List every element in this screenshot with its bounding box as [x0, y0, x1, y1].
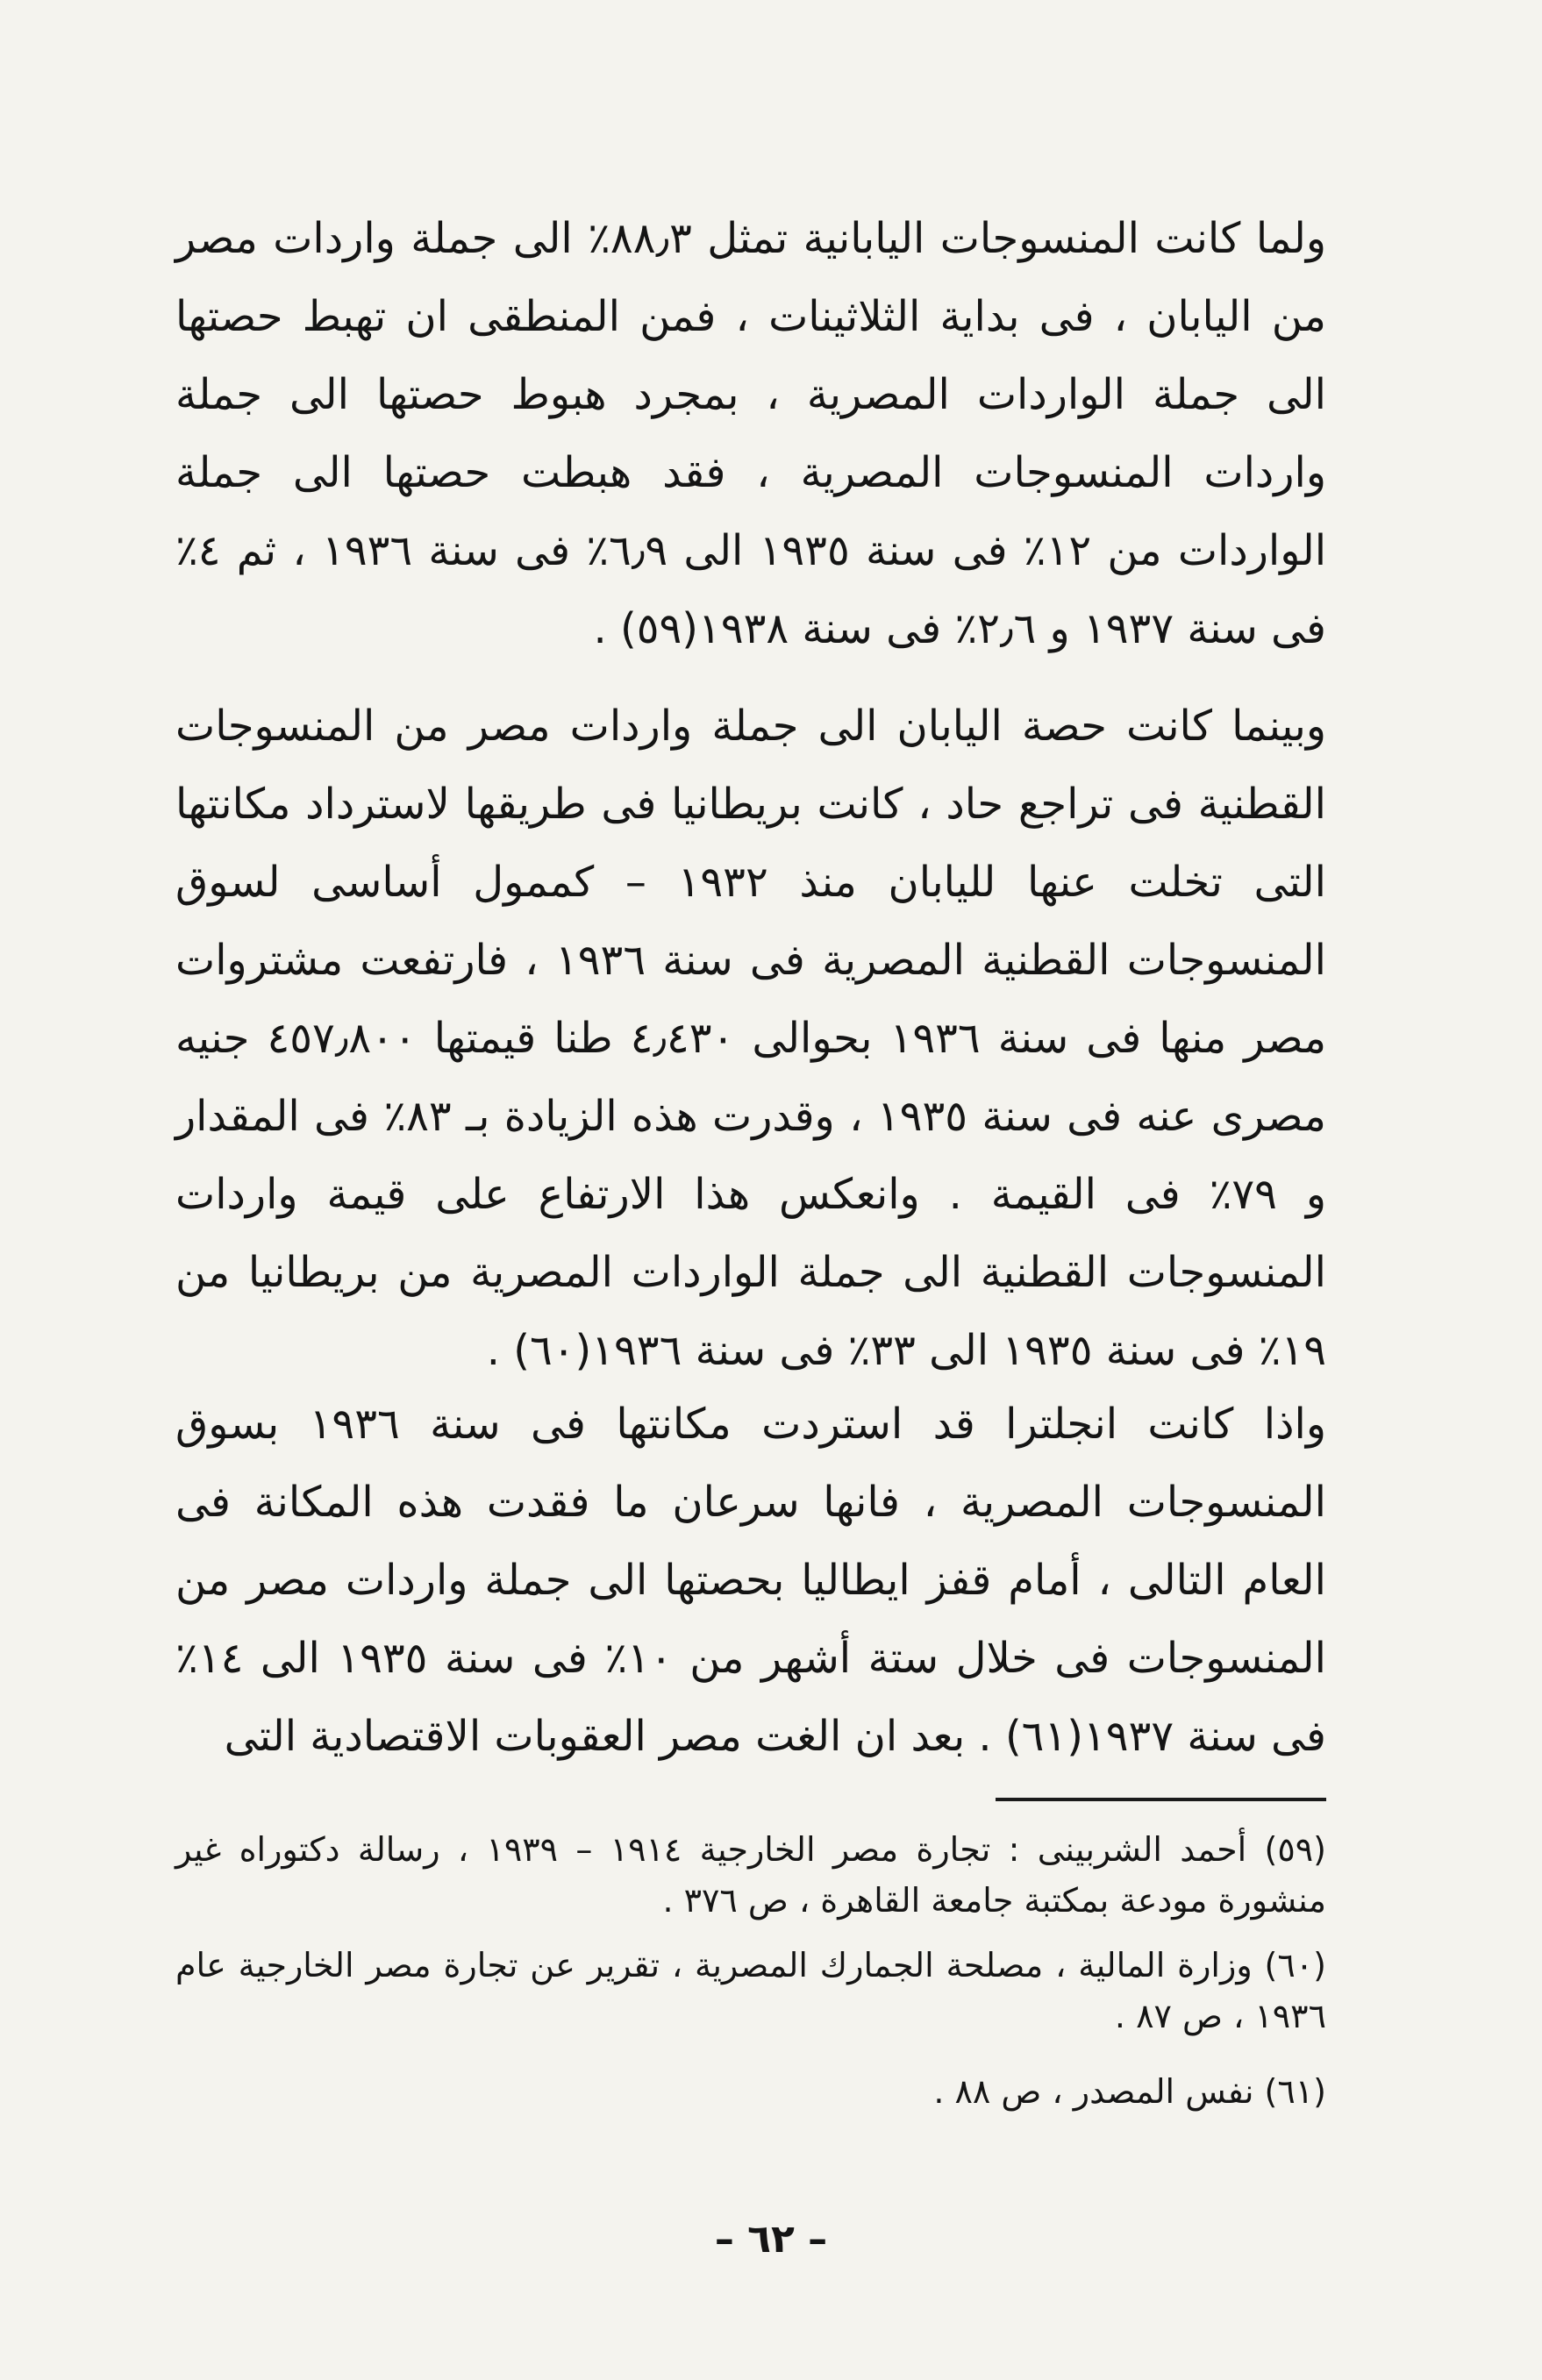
footnote-separator	[996, 1798, 1326, 1801]
footnote-60: (٦٠) وزارة المالية ، مصلحة الجمارك المصرية ، تقرير عن تجارة مصر الخارجية عام ١٩٣٦ ، ص ٨٧ .	[175, 1946, 1326, 2035]
page-number: – ٦٢ –	[714, 2217, 828, 2262]
footnote-59: (٥٩) أحمد الشربينى : تجارة مصر الخارجية ١٩١٤ – ١٩٣٩ ، رسالة دكتوراه غير منشورة مودعة بمكتبة جامعة القاهرة ، ص ٣٧٦ .	[175, 1830, 1326, 1920]
body-paragraph-2: وبينما كانت حصة اليابان الى جملة واردات مصر من المنسوجات القطنية فى تراجع حاد ، كانت بريطانيا فى طريقها لاسترداد مكانتها التى تخلت عنها لليابان منذ ١٩٣٢ – كممول أساسى لسوق المنسوجات القطنية المصرية فى سنة ١٩٣٦ ، فارتفعت مشتروات مصر منها فى سنة ١٩٣٦ بحوالى ٤٫٤٣٠ طنا قيمتها ٤٥٧٫٨٠٠ جنيه مصرى عنه فى سنة ١٩٣٥ ، وقدرت هذه الزيادة بـ ٨٣٪ فى المقدار و ٧٩٪ فى القيمة . وانعكس هذا الارتفاع على قيمة واردات المنسوجات القطنية الى جملة الواردات المصرية من بريطانيا من ١٩٪ فى سنة ١٩٣٥ الى ٣٣٪ فى سنة ١٩٣٦(٦٠) .	[175, 702, 1327, 1375]
footnote-61: (٦١) نفس المصدر ، ص ٨٨ .	[933, 2072, 1326, 2111]
body-paragraph-1: ولما كانت المنسوجات اليابانية تمثل ٨٨٫٣٪ الى جملة واردات مصر من اليابان ، فى بداية الثلاثينات ، فمن المنطقى ان تهبط حصتها الى جملة الواردات المصرية ، بمجرد هبوط حصتها الى جملة واردات المنسوجات المصرية ، فقد هبطت حصتها الى جملة الواردات من ١٢٪ فى سنة ١٩٣٥ الى ٦٫٩٪ فى سنة ١٩٣٦ ، ثم ٤٪ فى سنة ١٩٣٧ و ٢٫٦٪ فى سنة ١٩٣٨(٥٩) .	[175, 214, 1327, 653]
body-paragraph-3: واذا كانت انجلترا قد استردت مكانتها فى سنة ١٩٣٦ بسوق المنسوجات المصرية ، فانها سرعان ما فقدت هذه المكانة فى العام التالى ، أمام قفز ايطاليا بحصتها الى جملة واردات مصر من المنسوجات فى خلال ستة أشهر من ١٠٪ فى سنة ١٩٣٥ الى ١٤٪ فى سنة ١٩٣٧(٦١) . بعد ان الغت مصر العقوبات الاقتصادية التى	[175, 1400, 1327, 1761]
